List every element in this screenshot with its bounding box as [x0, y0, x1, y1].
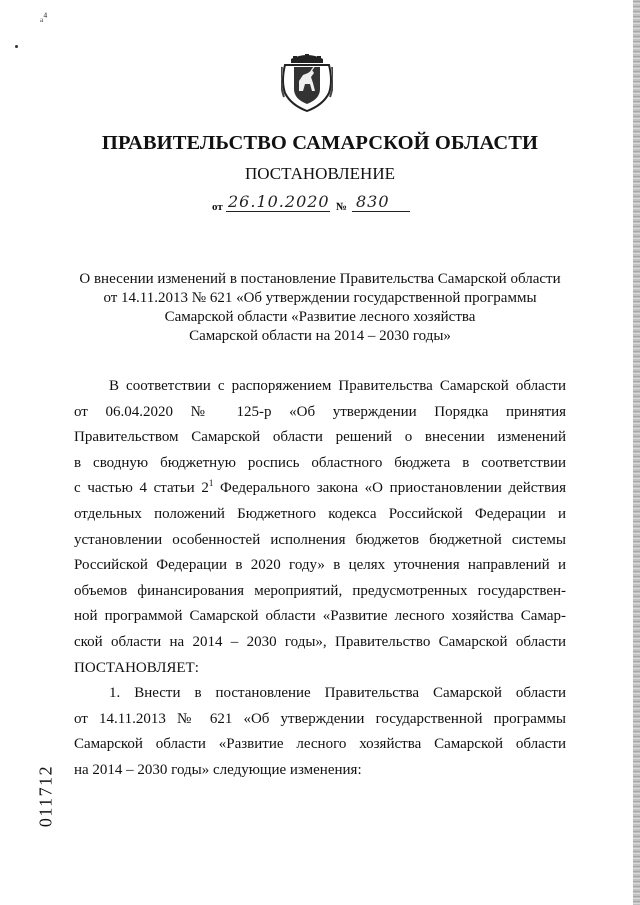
body-line: от 06.04.2020 № 125-р «Об утверждении Порядка принятия [74, 403, 566, 420]
scan-dot [15, 45, 18, 48]
subject-line: О внесении изменений в постановление Правительства Самарской области [79, 271, 561, 287]
document-type: ПОСТАНОВЛЕНИЕ [244, 164, 395, 183]
body-line: Российской Федерации в 2020 году» в целях уточнения направлений и [74, 557, 566, 574]
body-line: на 2014 – 2030 годы» следующие изменения: [74, 761, 362, 778]
body-line: ПОСТАНОВЛЯЕТ: [74, 659, 199, 676]
subject-line: от 14.11.2013 № 621 «Об утверждении государственной программы [103, 290, 537, 306]
body-line: объемов финансирования мероприятий, предусмотренных государствен- [74, 582, 566, 599]
number-value: 830 [356, 192, 390, 211]
number-prefix: № [336, 201, 348, 213]
body-line: ской области на 2014 – 2030 годы», Правительство Самарской области [74, 633, 566, 650]
coat-of-arms-icon [281, 53, 333, 113]
date-underline [226, 211, 330, 212]
body-line: от 14.11.2013 № 621 «Об утверждении государственной программы [74, 710, 566, 727]
superscript: 1 [208, 478, 214, 489]
body-line [74, 476, 566, 502]
government-title: ПРАВИТЕЛЬСТВО САМАРСКОЙ ОБЛАСТИ [101, 132, 539, 154]
number-underline [352, 211, 410, 212]
body-text: Федерального закона «О приостановлении действия [213, 480, 566, 497]
body-line: Самарской области «Развитие лесного хозяйства Самарской области [74, 736, 566, 753]
body-line: в сводную бюджетную роспись областного бюджета в соответствии [74, 454, 566, 471]
body-line: отдельных положений Бюджетного кодекса Российской Федерации и [74, 505, 566, 522]
date-number-line [212, 193, 412, 217]
document-subject [60, 270, 580, 346]
body-text: с частью 4 статьи 2 [74, 480, 209, 497]
serial-number-stamp [30, 760, 62, 832]
date-value: 26.10.2020 [228, 192, 330, 211]
body-line: 1. Внести в постановление Правительства Самарской области [109, 685, 566, 702]
corner-mark: ₐ⁴ [40, 10, 48, 24]
subject-line: Самарской области «Развитие лесного хозяйства [164, 309, 476, 325]
serial-number: 011712 [35, 764, 56, 828]
date-prefix: от [212, 201, 223, 213]
body-line: ной программой Самарской области «Развитие лесного хозяйства Самар- [74, 608, 566, 625]
body-line: Правительством Самарской области решений о внесении изменений [74, 429, 566, 446]
body-line: установлении особенностей исполнения бюджетов бюджетной системы [74, 531, 566, 548]
document-body [74, 374, 566, 784]
subject-line: Самарской области на 2014 – 2030 годы» [189, 328, 451, 344]
body-line: В соответствии с распоряжением Правительства Самарской области [109, 378, 566, 394]
